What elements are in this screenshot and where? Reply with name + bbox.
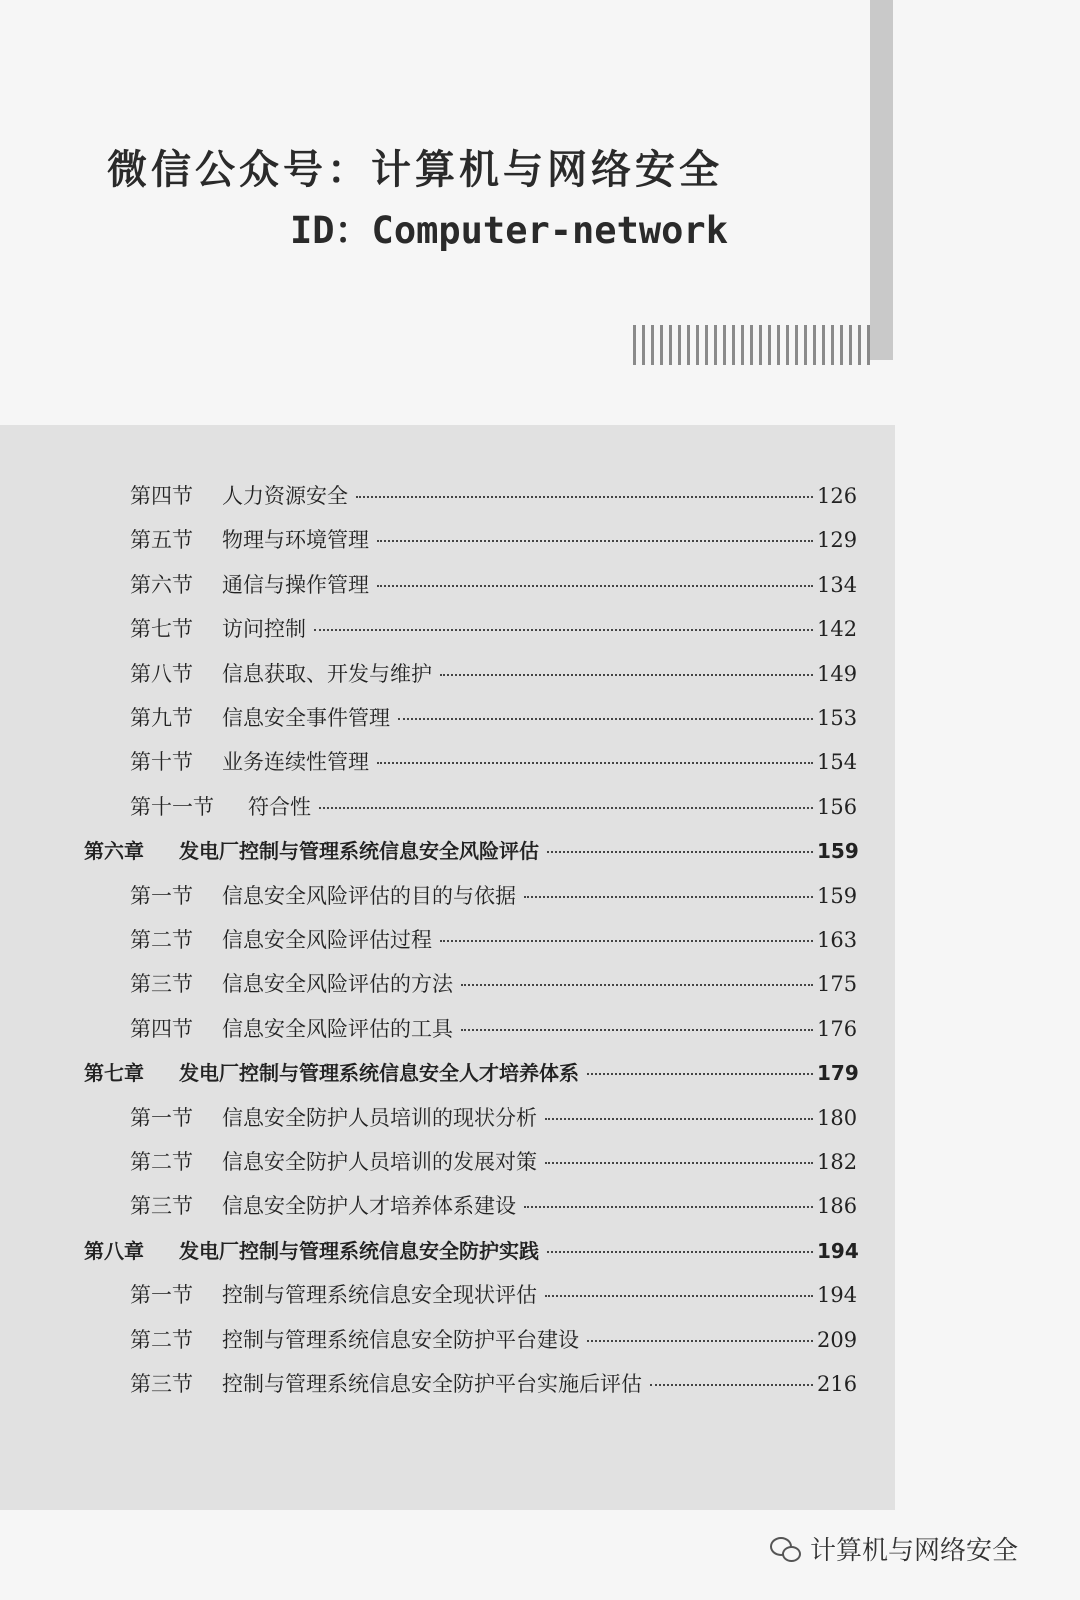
toc-dot-leader [524, 896, 813, 898]
toc-section-row [130, 569, 858, 603]
toc-section-row [130, 613, 858, 647]
toc-section-row [130, 524, 858, 558]
toc-section-row [130, 480, 858, 514]
toc-title: 人力资源安全 [222, 484, 348, 508]
toc-title: 发电厂控制与管理系统信息安全人才培养体系 [179, 1061, 579, 1085]
toc-page-number: 182 [817, 1150, 858, 1174]
toc-page-number: 179 [817, 1061, 859, 1085]
toc-page-number: 163 [817, 928, 858, 952]
toc-chapter-row [84, 835, 859, 869]
toc-label: 第三节 [130, 972, 193, 996]
toc-label: 第六章 [84, 839, 144, 863]
toc-title: 控制与管理系统信息安全防护平台实施后评估 [222, 1372, 642, 1396]
toc-section-row [130, 1324, 858, 1358]
toc-title: 符合性 [248, 795, 311, 819]
toc-dot-leader [650, 1384, 813, 1386]
toc-page-number: 209 [817, 1328, 858, 1352]
decorative-side-strip [870, 0, 893, 360]
toc-page-number: 149 [817, 662, 858, 686]
toc-label: 第二节 [130, 1328, 193, 1352]
toc-title: 信息安全风险评估过程 [222, 928, 432, 952]
toc-label: 第五节 [130, 528, 193, 552]
toc-label: 第一节 [130, 1106, 193, 1130]
toc-label: 第七章 [84, 1061, 144, 1085]
toc-title: 物理与环境管理 [222, 528, 369, 552]
toc-page-number: 156 [817, 795, 858, 819]
toc-section-row [130, 658, 858, 692]
toc-title: 信息安全防护人员培训的发展对策 [222, 1150, 537, 1174]
toc-section-row [130, 791, 858, 825]
toc-dot-leader [545, 1162, 813, 1164]
toc-label: 第三节 [130, 1372, 193, 1396]
toc-section-row [130, 746, 858, 780]
toc-dot-leader [377, 540, 813, 542]
toc-label: 第十节 [130, 750, 193, 774]
toc-section-row [130, 880, 858, 914]
toc-dot-leader [377, 762, 813, 764]
toc-label: 第十一节 [130, 795, 214, 819]
toc-dot-leader [461, 1029, 813, 1031]
toc-section-row [130, 702, 858, 736]
toc-title: 信息安全风险评估的方法 [222, 972, 453, 996]
toc-label: 第一节 [130, 884, 193, 908]
toc-page-number: 154 [817, 750, 858, 774]
toc-page-number: 153 [817, 706, 858, 730]
toc-title: 信息获取、开发与维护 [222, 662, 432, 686]
toc-label: 第八节 [130, 662, 193, 686]
toc-page-number: 175 [817, 972, 858, 996]
toc-dot-leader [440, 940, 813, 942]
toc-label: 第二节 [130, 1150, 193, 1174]
toc-dot-leader [545, 1295, 813, 1297]
toc-label: 第六节 [130, 573, 193, 597]
toc-dot-leader [587, 1340, 813, 1342]
toc-dot-leader [440, 674, 813, 676]
wechat-icon [770, 1537, 800, 1561]
toc-title: 业务连续性管理 [222, 750, 369, 774]
toc-page-number: 134 [817, 573, 858, 597]
toc-dot-leader [545, 1118, 813, 1120]
toc-page-number: 142 [817, 617, 858, 641]
toc-dot-leader [314, 629, 813, 631]
toc-label: 第四节 [130, 484, 193, 508]
decorative-barcode [633, 325, 873, 365]
toc-page-number: 180 [817, 1106, 858, 1130]
toc-page-number: 194 [817, 1283, 858, 1307]
toc-chapter-row [84, 1057, 859, 1091]
toc-dot-leader [398, 718, 813, 720]
toc-label: 第一节 [130, 1283, 193, 1307]
toc-title: 信息安全风险评估的目的与依据 [222, 884, 516, 908]
toc-dot-leader [377, 585, 813, 587]
toc-label: 第三节 [130, 1194, 193, 1218]
toc-page-number: 216 [817, 1372, 858, 1396]
toc-dot-leader [461, 984, 813, 986]
toc-page-number: 176 [817, 1017, 858, 1041]
toc-label: 第四节 [130, 1017, 193, 1041]
toc-section-row [130, 1013, 858, 1047]
toc-section-row [130, 1102, 858, 1136]
toc-label: 第九节 [130, 706, 193, 730]
toc-dot-leader [547, 1251, 813, 1253]
toc-title: 通信与操作管理 [222, 573, 369, 597]
toc-section-row [130, 968, 858, 1002]
toc-label: 第七节 [130, 617, 193, 641]
toc-section-row [130, 1146, 858, 1180]
toc-dot-leader [319, 807, 813, 809]
toc-title: 发电厂控制与管理系统信息安全防护实践 [179, 1239, 539, 1263]
toc-page-number: 186 [817, 1194, 858, 1218]
toc-label: 第八章 [84, 1239, 144, 1263]
toc-title: 信息安全防护人员培训的现状分析 [222, 1106, 537, 1130]
toc-title: 访问控制 [222, 617, 306, 641]
toc-page-number: 129 [817, 528, 858, 552]
toc-dot-leader [524, 1206, 813, 1208]
watermark-text: 计算机与网络安全 [810, 1536, 1019, 1566]
toc-dot-leader [547, 851, 813, 853]
toc-title: 信息安全防护人才培养体系建设 [222, 1194, 516, 1218]
toc-title: 控制与管理系统信息安全现状评估 [222, 1283, 537, 1307]
toc-label: 第二节 [130, 928, 193, 952]
watermark [770, 1530, 1018, 1567]
header-title-cn: 微信公众号：计算机与网络安全 [107, 147, 723, 193]
toc-section-row [130, 1279, 858, 1313]
toc-section-row [130, 1368, 858, 1402]
toc-section-row [130, 1190, 858, 1224]
toc-page-number: 126 [817, 484, 858, 508]
toc-title: 发电厂控制与管理系统信息安全风险评估 [179, 839, 539, 863]
toc-page-number: 159 [817, 839, 859, 863]
toc-title: 信息安全风险评估的工具 [222, 1017, 453, 1041]
toc-page-number: 194 [817, 1239, 859, 1263]
toc-dot-leader [587, 1073, 813, 1075]
header-title-id: ID：Computer-network [290, 209, 728, 252]
toc-title: 控制与管理系统信息安全防护平台建设 [222, 1328, 579, 1352]
toc-dot-leader [356, 496, 813, 498]
toc-section-row [130, 924, 858, 958]
toc-chapter-row [84, 1235, 859, 1269]
toc-title: 信息安全事件管理 [222, 706, 390, 730]
toc-page-number: 159 [817, 884, 858, 908]
